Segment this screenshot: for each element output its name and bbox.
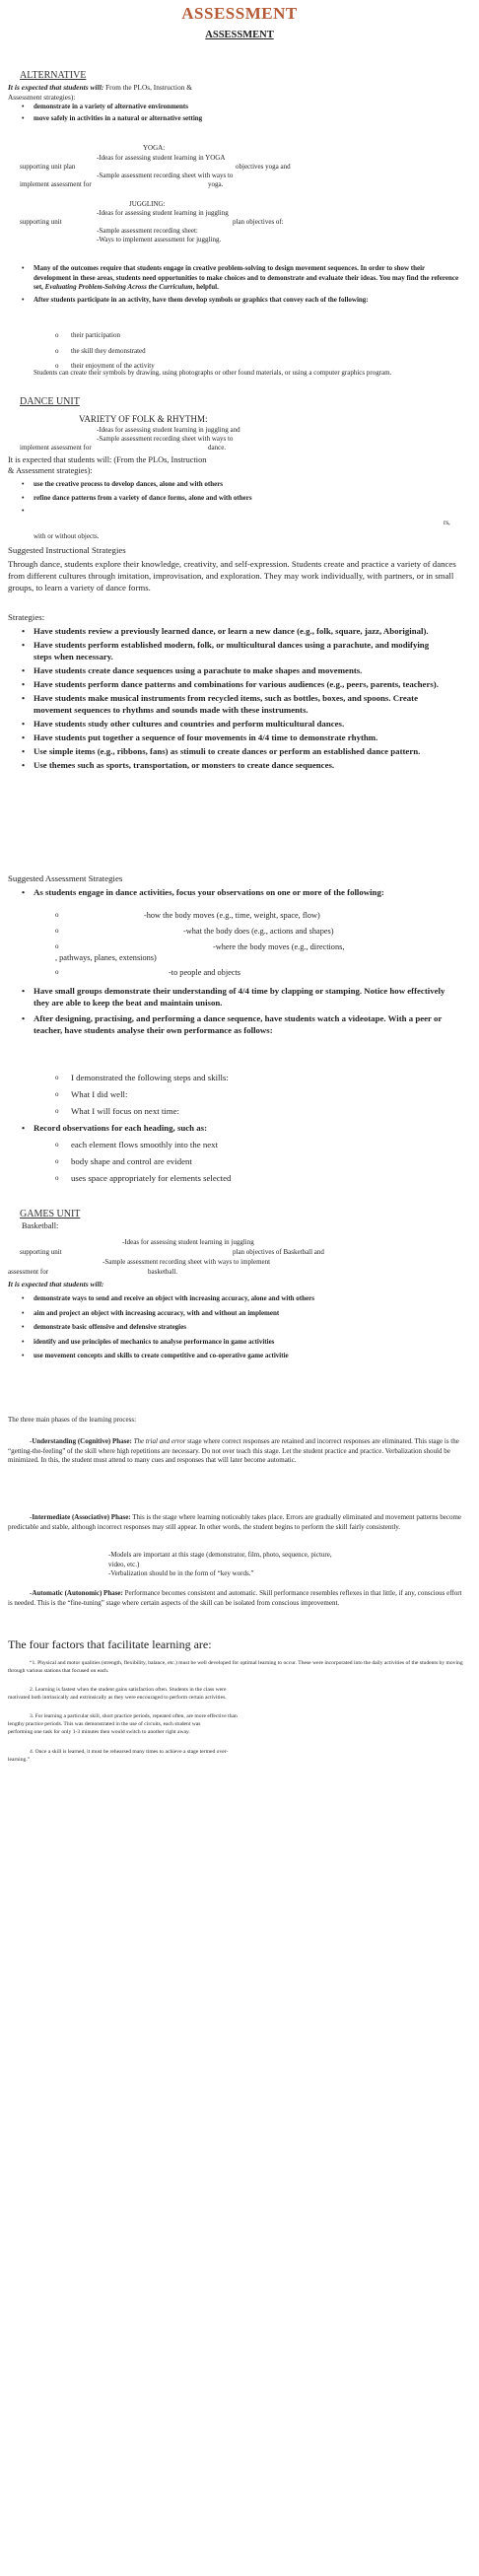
factor-3a: 3. For learning a particular skill, short practice periods, repeated often, are more effective than xyxy=(30,1713,238,1719)
basketball-line1: -Ideas for assessing student learning in juggling xyxy=(122,1238,254,1246)
yoga-label: YOGA: xyxy=(143,144,166,152)
list-item: o body shape and control are evident xyxy=(55,1155,449,1167)
dance-heading: DANCE UNIT xyxy=(20,396,80,407)
factor-4a: 4. Once a skill is learned, it must be rehearsed many times to achieve a stage termed over- xyxy=(30,1749,229,1755)
alt-bullets-2 xyxy=(14,264,459,305)
list-item: • refine dance patterns from a variety of dance forms, alone and with others xyxy=(14,494,459,504)
list-item: • demonstrate ways to send and receive an object with increasing accuracy, alone and with others xyxy=(14,1294,447,1304)
list-item: o their enjoyment of the activity xyxy=(55,362,449,372)
factor-2b: motivated both intrinsically and extrinsically as they were encouraged to perform certain activities. xyxy=(8,1695,227,1701)
basketball-line3: -Sample assessment recording sheet with ways to implement xyxy=(103,1258,271,1266)
list-item: o their participation xyxy=(55,331,449,341)
strategies-label: Strategies: xyxy=(8,612,45,622)
yoga-line4b: yoga. xyxy=(208,180,224,188)
list-item: • aim and project an object with increasing accuracy, with and without an implement xyxy=(14,1309,447,1319)
variety-line1: -Ideas for assessing student learning in juggling and xyxy=(97,426,240,434)
phase-3: -Automatic (Autonomic) Phase: Performance becomes consistent and automatic. Skill performance resembles reflexes in that little, if any, conscious effort is needed. This is the “fine-tuning” stage where certain aspects of the skill can be isolated from conscious improvement. xyxy=(8,1589,462,1607)
juggling-line3: -Sample assessment recording sheet: xyxy=(97,227,198,235)
list-item: • Have students review a previously learned dance, or learn a new dance (e.g., folk, square, jazz, Aboriginal). xyxy=(14,625,447,637)
basketball-line2a: supporting unit xyxy=(20,1248,62,1256)
alt-closing: Students can create their symbols by drawing, using photographs or other found materials, or using a computer graphics program. xyxy=(34,369,392,377)
alternative-heading: ALTERNATIVE xyxy=(20,70,87,81)
variety-line2: -Sample assessment recording sheet with ways to xyxy=(97,435,234,443)
list-item: • Have students perform established modern, folk, or multicultural dances using a parachute, and modifying steps when necessary. xyxy=(14,639,447,662)
dance-bullets xyxy=(14,480,459,516)
list-item: o -how the body moves (e.g., time, weight, space, flow) xyxy=(55,911,320,920)
phase-2-models: -Models are important at this stage (demonstrator, film, photo, sequence, picture, video, etc.) xyxy=(108,1551,332,1568)
basketball-line2b: plan objectives of Basketball and xyxy=(233,1248,324,1256)
list-item: • As students engage in dance activities, focus your observations on one or more of the following: xyxy=(14,886,447,898)
list-item: • After students participate in an activity, have them develop symbols or graphics that convey each of the following: xyxy=(14,296,459,306)
list-item: o -where the body moves (e.g., directions, , pathways, planes, extensions) xyxy=(55,942,345,962)
factor-3b: lengthy practice periods. This was demonstrated in the use of circuits, each student was xyxy=(8,1721,201,1727)
juggling-line1: -Ideas for assessing student learning in juggling xyxy=(97,209,229,217)
sas-heading: Suggested Assessment Strategies xyxy=(8,873,123,883)
alt-sub-bullets xyxy=(55,331,449,372)
variety-heading: VARIETY OF FOLK & RHYTHM: xyxy=(79,414,208,424)
list-item: o uses space appropriately for elements selected xyxy=(55,1172,449,1184)
list-item: o What I did well: xyxy=(55,1088,449,1100)
list-item: o -to people and objects xyxy=(55,968,241,977)
juggling-label: JUGGLING: xyxy=(129,200,166,208)
juggling-line2a: supporting unit xyxy=(20,218,62,226)
sas-bullet-4 xyxy=(14,1122,447,1134)
alt-expect: It is expected that students will: From the PLOs, Instruction & Assessment strategies): xyxy=(8,83,192,103)
list-item: • demonstrate basic offensive and defensive strategies xyxy=(14,1323,447,1333)
factor-2a: 2. Learning is fastest when the student gains satisfaction often. Students in the class were xyxy=(30,1687,227,1693)
list-item: o the skill they demonstrated xyxy=(55,347,449,357)
list-item: • Have students study other cultures and countries and perform multicultural dances. xyxy=(14,718,447,730)
yoga-line2a: supporting unit plan xyxy=(20,163,76,171)
basketball-label: Basketball: xyxy=(22,1221,59,1230)
phase-1: -Understanding (Cognitive) Phase: The trial and error stage where correct responses are retained and incorrect responses are eliminated. This stage is the “getting-the-feeling” of the skill where high repetitions are necessary. Do not over teach this stage. Let the student practice and practice. Verbalization should be minimized. In this, the student must attend to many cues and responses that will later become automatic. xyxy=(8,1437,459,1464)
list-item: o -what the body does (e.g., actions and shapes) xyxy=(55,927,334,936)
factor-1: “1. Physical and motor qualities (strength, flexibility, balance, etc.) must be well developed for optimal learning to occur. These were incorporated into the daily activities of the students by moving through various stations that focused on each. xyxy=(8,1660,463,1674)
page-subtitle: ASSESSMENT xyxy=(205,30,274,40)
four-factors-heading: The four factors that facilitate learning are: xyxy=(8,1637,212,1651)
sis-heading: Suggested Instructional Strategies xyxy=(8,545,126,555)
juggling-line4: -Ways to implement assessment for juggling. xyxy=(97,236,222,244)
dance-with-or-without: with or without objects. xyxy=(34,532,100,540)
yoga-line2b: objectives yoga and xyxy=(236,163,291,171)
juggling-line2b: plan objectives of: xyxy=(233,218,284,226)
list-item: • Use themes such as sports, transportation, or monsters to create dance sequences. xyxy=(14,759,447,771)
list-item: • use the creative process to develop dances, alone and with others xyxy=(14,480,459,490)
list-item: o What I will focus on next time: xyxy=(55,1105,449,1117)
variety-line3b: dance. xyxy=(208,444,227,452)
factor-4b: learning.” xyxy=(8,1757,31,1763)
yoga-line3: -Sample assessment recording sheet with ways to xyxy=(97,172,234,179)
list-item: • Many of the outcomes require that students engage in creative problem-solving to design movement sequences. In order to show their development in these areas, students need opportunities to make choices and to demonstrate and evaluate their ideas. You may find the reference set, Evaluating Problem-Solving Across the Curriculum, helpful. xyxy=(14,264,459,293)
list-item: • move safely in activities in a natural or alternative setting xyxy=(14,114,309,124)
yoga-line4a: implement assessment for xyxy=(20,180,92,188)
dance-rs: rs, xyxy=(444,519,450,526)
games-heading: GAMES UNIT xyxy=(20,1209,81,1219)
list-item: • identify and use principles of mechanics to analyse performance in game activities xyxy=(14,1338,447,1348)
list-item: • After designing, practising, and performing a dance sequence, have students watch a videotape. With a peer or teacher, have students analyse their own performance as follows: xyxy=(14,1012,447,1036)
phases-intro: The three main phases of the learning process: xyxy=(8,1416,137,1424)
list-item: • demonstrate in a variety of alternative environments xyxy=(14,103,309,112)
sas-b4-subs xyxy=(55,1139,449,1184)
variety-line3a: implement assessment for xyxy=(20,444,92,452)
sas-bullet-1 xyxy=(14,886,447,898)
sas-subs xyxy=(55,910,469,981)
strategies-list xyxy=(14,625,447,771)
list-item: • Have students perform dance patterns and combinations for various audiences (e.g., peers, parents, teachers). xyxy=(14,678,447,690)
list-item: • use movement concepts and skills to create competitive and co-operative game activitie xyxy=(14,1352,447,1361)
list-item xyxy=(14,507,459,516)
list-item: • Have small groups demonstrate their understanding of 4/4 time by clapping or stamping. Notice how effectively they are able to keep the beat and maintain unison. xyxy=(14,985,447,1009)
list-item: • Use simple items (e.g., ribbons, fans) as stimuli to create dances or perform an established dance pattern. xyxy=(14,745,447,757)
list-item: o I demonstrated the following steps and skills: xyxy=(55,1072,449,1083)
list-item: • Have students make musical instruments from recycled items, such as bottles, boxes, and spoons. Create movement sequences to rhythms and sounds made with these instruments. xyxy=(14,692,447,716)
sas-b3-subs xyxy=(55,1072,449,1117)
yoga-line1: -Ideas for assessing student learning in YOGA xyxy=(97,154,226,162)
list-item: • Have students create dance sequences using a parachute to make shapes and movements. xyxy=(14,664,447,676)
phase-2-verbal: -Verbalization should be in the form of “key words.” xyxy=(108,1569,254,1577)
alt-bullets xyxy=(14,103,309,123)
dance-expect: It is expected that students will: (From the PLOs, Instruction & Assessment strategies): xyxy=(8,455,207,475)
basketball-line4a: assessment for xyxy=(8,1268,49,1276)
games-expect: It is expected that students will: xyxy=(8,1280,104,1288)
list-item: • Have students put together a sequence of four movements in 4/4 time to demonstrate rhythm. xyxy=(14,731,447,743)
list-item: • Record observations for each heading, such as: xyxy=(14,1122,447,1134)
games-bullets xyxy=(14,1294,447,1361)
phase-2: -Intermediate (Associative) Phase: This is the stage where learning noticeably takes place. Errors are gradually eliminated and movement patterns become predictable and stable, although incorrect responses may still appear. In other words, the student begins to perform the skill fairly consistently. xyxy=(8,1513,461,1531)
factor-3c: performing one task for only 1-3 minutes then would switch to another right away. xyxy=(8,1729,190,1735)
page-title: ASSESSMENT xyxy=(181,4,298,23)
basketball-line4b: basketball. xyxy=(148,1268,178,1276)
sis-paragraph: Through dance, students explore their knowledge, creativity, and self-expression. Students create and practice a variety of dances from different cultures through imitation, improvisation, and exploration. They may work individually, with partners, or in small groups, to learn a variety of dance forms. xyxy=(8,559,456,592)
list-item: o each element flows smoothly into the next xyxy=(55,1139,449,1150)
sas-bullets-2 xyxy=(14,985,447,1036)
